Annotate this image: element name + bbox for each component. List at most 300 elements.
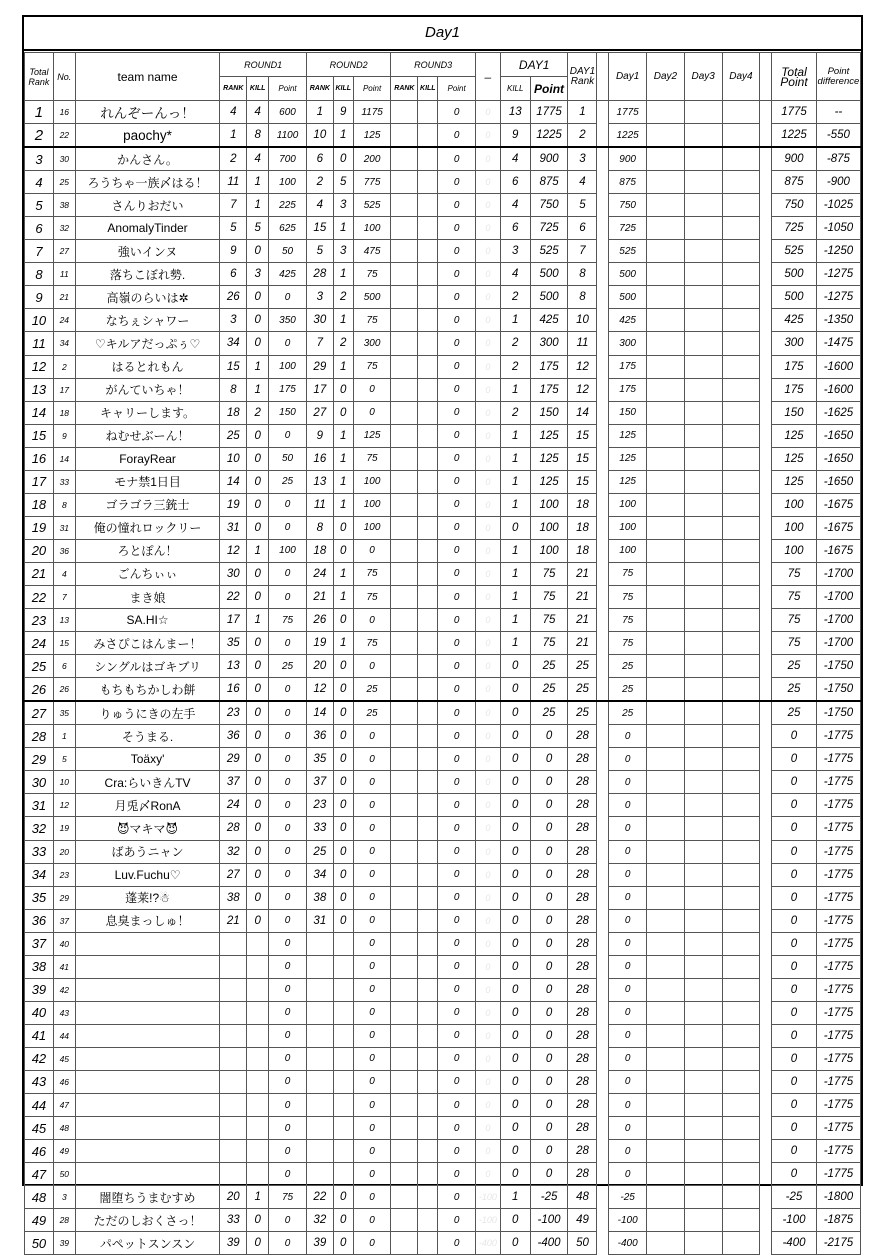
r1-point-cell: 0: [269, 493, 307, 516]
total-rank-cell: 37: [25, 932, 54, 955]
team-name-cell: [75, 1001, 220, 1024]
gap-cell: [760, 1047, 772, 1070]
day4-cell: [722, 286, 760, 309]
r2-rank-cell: 23: [306, 794, 333, 817]
r3-kill-cell: [418, 585, 438, 608]
day4-cell: [722, 1024, 760, 1047]
r2-kill-cell: 1: [333, 217, 353, 240]
gap-cell: [760, 1094, 772, 1117]
r2-rank-cell: [306, 1047, 333, 1070]
table-row: [25, 585, 861, 608]
table-row: [25, 1047, 861, 1070]
day4-cell: [722, 263, 760, 286]
day4-cell: [722, 447, 760, 470]
point-difference-cell: -1775: [816, 771, 860, 794]
r3-point-cell: 0: [438, 1070, 476, 1093]
r2-point-cell: 0: [353, 771, 391, 794]
total-point-cell: -400: [772, 1232, 817, 1255]
r1-rank-cell: 27: [220, 863, 247, 886]
point-difference-cell: -1775: [816, 886, 860, 909]
team-no-cell: 45: [53, 1047, 75, 1070]
day4-cell: [722, 955, 760, 978]
r3-rank-cell: [391, 1047, 418, 1070]
penalty-cell: 0: [475, 585, 500, 608]
r1-rank-cell: 12: [220, 539, 247, 562]
r1-point-cell: 100: [269, 539, 307, 562]
day2-cell: [647, 332, 685, 355]
r2-kill-cell: 0: [333, 1209, 353, 1232]
day1-kill-cell: 2: [500, 286, 530, 309]
day1-total-cell: 300: [609, 332, 647, 355]
point-difference-cell: -1775: [816, 1047, 860, 1070]
standings-table: [24, 52, 861, 1255]
header-r3-point: Point: [438, 77, 476, 101]
gap-cell: [760, 447, 772, 470]
r1-kill-cell: 1: [247, 378, 269, 401]
r3-kill-cell: [418, 1163, 438, 1186]
team-no-cell: 24: [53, 309, 75, 332]
day1-kill-cell: 0: [500, 516, 530, 539]
day3-cell: [684, 840, 722, 863]
r1-rank-cell: 25: [220, 424, 247, 447]
table-row: [25, 309, 861, 332]
r1-kill-cell: 1: [247, 355, 269, 378]
table-row: [25, 863, 861, 886]
r3-kill-cell: [418, 378, 438, 401]
gap-cell: [760, 1070, 772, 1093]
r2-point-cell: 0: [353, 655, 391, 678]
total-point-cell: 25: [772, 655, 817, 678]
day1-rank-cell: 28: [568, 1047, 597, 1070]
gap-cell: [597, 101, 609, 124]
day1-total-cell: 900: [609, 147, 647, 171]
day4-cell: [722, 1070, 760, 1093]
team-no-cell: 36: [53, 539, 75, 562]
gap-cell: [760, 678, 772, 702]
gap-cell: [597, 493, 609, 516]
r3-rank-cell: [391, 470, 418, 493]
day1-point-cell: -400: [530, 1232, 568, 1255]
header-r1-kill: KILL: [247, 77, 269, 101]
day3-cell: [684, 1094, 722, 1117]
day1-rank-cell: 28: [568, 771, 597, 794]
day1-kill-cell: 0: [500, 886, 530, 909]
r3-kill-cell: [418, 1070, 438, 1093]
r2-rank-cell: 38: [306, 886, 333, 909]
team-no-cell: 22: [53, 124, 75, 148]
r2-point-cell: 0: [353, 378, 391, 401]
day3-cell: [684, 1232, 722, 1255]
gap-cell: [760, 1117, 772, 1140]
team-name-cell: ごんちぃぃ: [75, 562, 220, 585]
r3-point-cell: 0: [438, 771, 476, 794]
r2-rank-cell: 36: [306, 725, 333, 748]
point-difference-cell: -1775: [816, 1001, 860, 1024]
day1-rank-cell: 28: [568, 794, 597, 817]
penalty-cell: 0: [475, 240, 500, 263]
r1-point-cell: 75: [269, 1186, 307, 1209]
day1-rank-cell: 1: [568, 101, 597, 124]
r1-kill-cell: 0: [247, 1232, 269, 1255]
r3-rank-cell: [391, 840, 418, 863]
total-point-cell: 525: [772, 240, 817, 263]
r1-kill-cell: 0: [247, 632, 269, 655]
day3-cell: [684, 1070, 722, 1093]
r2-point-cell: 1175: [353, 101, 391, 124]
r1-point-cell: 700: [269, 147, 307, 171]
day1-kill-cell: 0: [500, 1209, 530, 1232]
r2-kill-cell: 0: [333, 539, 353, 562]
r1-rank-cell: 8: [220, 378, 247, 401]
r3-rank-cell: [391, 171, 418, 194]
r1-rank-cell: 3: [220, 309, 247, 332]
team-name-cell: [75, 1140, 220, 1163]
r1-point-cell: 0: [269, 909, 307, 932]
total-point-cell: 0: [772, 1140, 817, 1163]
table-row: [25, 1140, 861, 1163]
day1-kill-cell: 1: [500, 493, 530, 516]
r1-kill-cell: 0: [247, 817, 269, 840]
total-point-cell: 725: [772, 217, 817, 240]
day2-cell: [647, 632, 685, 655]
penalty-cell: 0: [475, 1094, 500, 1117]
total-point-cell: 0: [772, 978, 817, 1001]
day2-cell: [647, 678, 685, 702]
r2-point-cell: 0: [353, 817, 391, 840]
r3-point-cell: 0: [438, 447, 476, 470]
day1-total-cell: 0: [609, 840, 647, 863]
day1-point-cell: 0: [530, 978, 568, 1001]
team-name-cell: 闇堕ちうまむすめ: [75, 1186, 220, 1209]
r1-kill-cell: 0: [247, 655, 269, 678]
r2-kill-cell: 1: [333, 493, 353, 516]
day1-point-cell: -25: [530, 1186, 568, 1209]
r2-point-cell: 0: [353, 932, 391, 955]
r1-rank-cell: 39: [220, 1232, 247, 1255]
penalty-cell: 0: [475, 1024, 500, 1047]
r1-rank-cell: [220, 955, 247, 978]
point-difference-cell: -1250: [816, 240, 860, 263]
r1-point-cell: 0: [269, 1047, 307, 1070]
day3-cell: [684, 493, 722, 516]
r2-rank-cell: 20: [306, 655, 333, 678]
r1-rank-cell: 36: [220, 725, 247, 748]
gap-cell: [760, 539, 772, 562]
r1-rank-cell: 31: [220, 516, 247, 539]
gap-cell: [760, 1024, 772, 1047]
r3-rank-cell: [391, 240, 418, 263]
day4-cell: [722, 886, 760, 909]
gap-cell: [760, 794, 772, 817]
point-difference-cell: -1750: [816, 678, 860, 702]
r1-point-cell: 0: [269, 1117, 307, 1140]
table-row: [25, 748, 861, 771]
team-no-cell: 11: [53, 263, 75, 286]
r1-rank-cell: 14: [220, 470, 247, 493]
r2-rank-cell: 37: [306, 771, 333, 794]
day1-point-cell: 500: [530, 286, 568, 309]
day1-kill-cell: 0: [500, 655, 530, 678]
total-rank-cell: 3: [25, 147, 54, 171]
r3-kill-cell: [418, 101, 438, 124]
day2-cell: [647, 725, 685, 748]
table-row: [25, 1163, 861, 1186]
team-name-cell: モナ禁1日目: [75, 470, 220, 493]
total-point-cell: 875: [772, 171, 817, 194]
day1-rank-cell: 28: [568, 978, 597, 1001]
header-r1-point: Point: [269, 77, 307, 101]
penalty-cell: 0: [475, 194, 500, 217]
team-no-cell: 26: [53, 678, 75, 702]
penalty-cell: -100: [475, 1209, 500, 1232]
total-point-cell: 25: [772, 701, 817, 725]
r1-rank-cell: 35: [220, 632, 247, 655]
r2-kill-cell: 0: [333, 1232, 353, 1255]
r1-point-cell: 0: [269, 424, 307, 447]
day3-cell: [684, 355, 722, 378]
gap-cell: [760, 124, 772, 148]
r2-kill-cell: [333, 1070, 353, 1093]
header-day1-kill: KILL: [500, 77, 530, 101]
day4-cell: [722, 1001, 760, 1024]
table-row: [25, 263, 861, 286]
day1-total-cell: 0: [609, 1001, 647, 1024]
day1-kill-cell: 0: [500, 794, 530, 817]
r3-point-cell: 0: [438, 863, 476, 886]
r2-rank-cell: 39: [306, 1232, 333, 1255]
gap-cell: [760, 378, 772, 401]
day1-kill-cell: 4: [500, 194, 530, 217]
team-no-cell: 13: [53, 609, 75, 632]
r2-point-cell: 300: [353, 332, 391, 355]
penalty-cell: 0: [475, 794, 500, 817]
table-row: [25, 909, 861, 932]
day1-total-cell: 100: [609, 539, 647, 562]
day4-cell: [722, 909, 760, 932]
r1-rank-cell: [220, 1094, 247, 1117]
day4-cell: [722, 1140, 760, 1163]
day3-cell: [684, 562, 722, 585]
r2-rank-cell: [306, 1094, 333, 1117]
team-no-cell: 1: [53, 725, 75, 748]
r2-kill-cell: 0: [333, 771, 353, 794]
day2-cell: [647, 217, 685, 240]
r2-kill-cell: 0: [333, 516, 353, 539]
r3-kill-cell: [418, 909, 438, 932]
r3-rank-cell: [391, 955, 418, 978]
day1-kill-cell: 0: [500, 840, 530, 863]
r1-rank-cell: [220, 1024, 247, 1047]
day1-point-cell: 0: [530, 1140, 568, 1163]
penalty-cell: 0: [475, 124, 500, 148]
day1-kill-cell: 0: [500, 1001, 530, 1024]
r3-rank-cell: [391, 101, 418, 124]
r1-rank-cell: 11: [220, 171, 247, 194]
day4-cell: [722, 194, 760, 217]
total-point-cell: 500: [772, 263, 817, 286]
r3-kill-cell: [418, 678, 438, 702]
total-point-cell: 0: [772, 817, 817, 840]
day1-point-cell: -100: [530, 1209, 568, 1232]
r3-point-cell: 0: [438, 424, 476, 447]
table-row: [25, 194, 861, 217]
header-day4-col: Day4: [722, 53, 760, 101]
r2-point-cell: 100: [353, 493, 391, 516]
day1-rank-cell: 28: [568, 1070, 597, 1093]
penalty-cell: 0: [475, 840, 500, 863]
day4-cell: [722, 585, 760, 608]
table-row: [25, 147, 861, 171]
day1-kill-cell: 6: [500, 217, 530, 240]
table-row: [25, 1070, 861, 1093]
r1-point-cell: 0: [269, 1140, 307, 1163]
r2-point-cell: 0: [353, 1117, 391, 1140]
r3-point-cell: 0: [438, 609, 476, 632]
gap-cell: [597, 539, 609, 562]
point-difference-cell: -1750: [816, 655, 860, 678]
day1-total-cell: 500: [609, 263, 647, 286]
gap-cell: [760, 840, 772, 863]
team-name-cell: みさぴこはんまー！: [75, 632, 220, 655]
point-difference-cell: -1700: [816, 585, 860, 608]
r3-kill-cell: [418, 263, 438, 286]
team-name-cell: SA.HI☆: [75, 609, 220, 632]
day1-kill-cell: 0: [500, 955, 530, 978]
day3-cell: [684, 609, 722, 632]
r2-point-cell: 100: [353, 516, 391, 539]
day1-rank-cell: 5: [568, 194, 597, 217]
total-rank-cell: 47: [25, 1163, 54, 1186]
team-name-cell: [75, 1047, 220, 1070]
table-row: [25, 1001, 861, 1024]
r3-kill-cell: [418, 1047, 438, 1070]
day3-cell: [684, 171, 722, 194]
table-row: [25, 609, 861, 632]
r3-rank-cell: [391, 1209, 418, 1232]
day1-kill-cell: 0: [500, 748, 530, 771]
r1-point-cell: 0: [269, 516, 307, 539]
r1-rank-cell: 20: [220, 1186, 247, 1209]
day1-total-cell: 0: [609, 725, 647, 748]
r1-kill-cell: [247, 1117, 269, 1140]
penalty-cell: 0: [475, 932, 500, 955]
header-r3-kill: KILL: [418, 77, 438, 101]
day1-total-cell: 125: [609, 447, 647, 470]
day2-cell: [647, 240, 685, 263]
r3-point-cell: 0: [438, 909, 476, 932]
table-row: [25, 401, 861, 424]
total-rank-cell: 34: [25, 863, 54, 886]
team-name-cell: 月兎〆RonA: [75, 794, 220, 817]
gap-cell: [760, 632, 772, 655]
penalty-cell: 0: [475, 493, 500, 516]
gap-cell: [597, 1186, 609, 1209]
total-rank-cell: 43: [25, 1070, 54, 1093]
day3-cell: [684, 263, 722, 286]
team-name-cell: 強いインヌ: [75, 240, 220, 263]
day1-kill-cell: 0: [500, 1232, 530, 1255]
total-rank-cell: 45: [25, 1117, 54, 1140]
table-row: [25, 817, 861, 840]
day1-point-cell: 150: [530, 401, 568, 424]
day3-cell: [684, 424, 722, 447]
day4-cell: [722, 655, 760, 678]
day2-cell: [647, 147, 685, 171]
total-rank-cell: 1: [25, 101, 54, 124]
total-point-cell: 0: [772, 886, 817, 909]
point-difference-cell: -900: [816, 171, 860, 194]
day3-cell: [684, 240, 722, 263]
day1-total-cell: 875: [609, 171, 647, 194]
r1-rank-cell: 10: [220, 447, 247, 470]
day1-rank-cell: 8: [568, 263, 597, 286]
day4-cell: [722, 609, 760, 632]
day4-cell: [722, 1186, 760, 1209]
gap-cell: [760, 516, 772, 539]
r2-rank-cell: 3: [306, 286, 333, 309]
total-rank-cell: 28: [25, 725, 54, 748]
team-no-cell: 31: [53, 516, 75, 539]
r2-rank-cell: 2: [306, 171, 333, 194]
r1-point-cell: 0: [269, 886, 307, 909]
point-difference-cell: -1775: [816, 1117, 860, 1140]
day3-cell: [684, 124, 722, 148]
r1-kill-cell: 1: [247, 539, 269, 562]
point-difference-cell: -1350: [816, 309, 860, 332]
gap-cell: [597, 378, 609, 401]
total-rank-cell: 23: [25, 609, 54, 632]
table-row: [25, 955, 861, 978]
table-row: [25, 171, 861, 194]
r3-kill-cell: [418, 332, 438, 355]
day1-rank-cell: 11: [568, 332, 597, 355]
team-no-cell: 16: [53, 101, 75, 124]
day1-point-cell: 0: [530, 748, 568, 771]
r1-rank-cell: [220, 1140, 247, 1163]
team-name-cell: がんていちゃ！: [75, 378, 220, 401]
r2-rank-cell: 17: [306, 378, 333, 401]
r3-kill-cell: [418, 817, 438, 840]
r2-kill-cell: 1: [333, 632, 353, 655]
r3-point-cell: 0: [438, 886, 476, 909]
day1-point-cell: 100: [530, 539, 568, 562]
day1-point-cell: 75: [530, 632, 568, 655]
day2-cell: [647, 470, 685, 493]
r3-rank-cell: [391, 1001, 418, 1024]
team-name-cell: [75, 1024, 220, 1047]
r1-rank-cell: 7: [220, 194, 247, 217]
gap-cell: [760, 655, 772, 678]
day2-cell: [647, 424, 685, 447]
day2-cell: [647, 562, 685, 585]
total-point-cell: -100: [772, 1209, 817, 1232]
day1-point-cell: 0: [530, 1047, 568, 1070]
day2-cell: [647, 817, 685, 840]
day4-cell: [722, 124, 760, 148]
penalty-cell: 0: [475, 1117, 500, 1140]
day2-cell: [647, 539, 685, 562]
r3-rank-cell: [391, 585, 418, 608]
total-point-cell: 175: [772, 378, 817, 401]
r3-rank-cell: [391, 1186, 418, 1209]
r1-kill-cell: 0: [247, 794, 269, 817]
r2-point-cell: 0: [353, 1001, 391, 1024]
table-row: [25, 1209, 861, 1232]
total-rank-cell: 41: [25, 1024, 54, 1047]
r1-point-cell: 0: [269, 978, 307, 1001]
point-difference-cell: -1700: [816, 609, 860, 632]
r1-point-cell: 0: [269, 932, 307, 955]
